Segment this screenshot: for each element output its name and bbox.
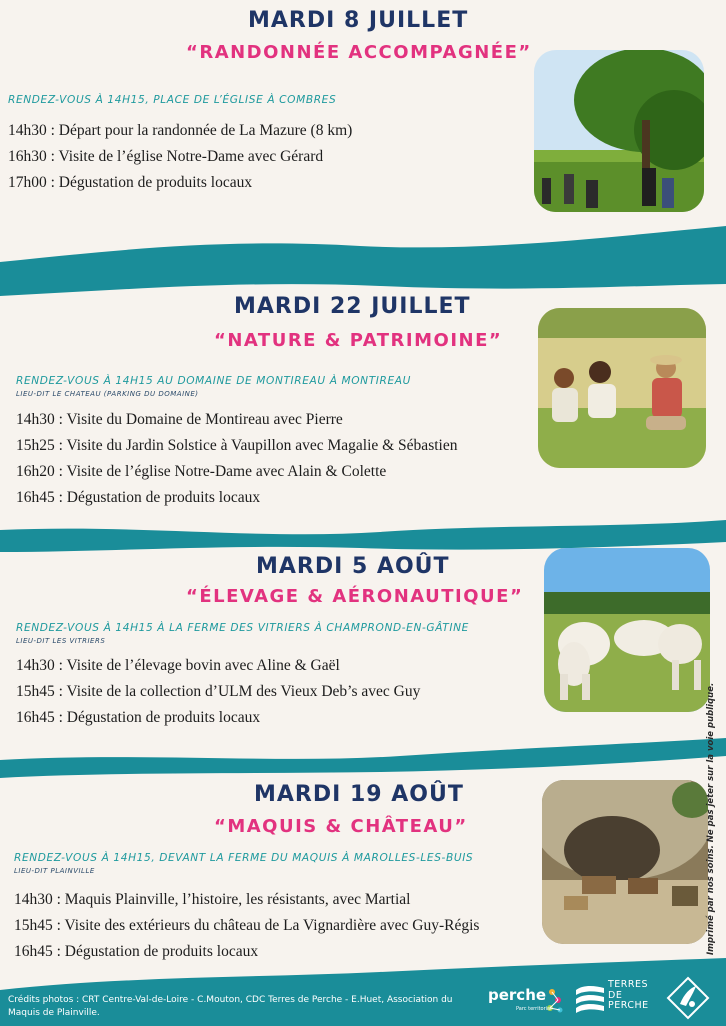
program-item: 16h45 : Dégustation de produits locaux [16, 489, 261, 506]
perche-logo-icon [486, 984, 566, 1018]
meeting-point-detail: LIEU-DIT PLAINVILLE [14, 867, 95, 875]
meeting-point: RENDEZ-VOUS À 14H15 AU DOMAINE DE MONTIREAU À MONTIREAU [16, 375, 411, 387]
event-title: “NATURE & PATRIMOINE” [214, 330, 503, 351]
event-photo-cattle [544, 548, 710, 712]
terres-logo-line1: TERRES [608, 979, 649, 990]
program-item: 15h45 : Visite des extérieurs du château de La Vignardière avec Guy-Régis [14, 917, 480, 934]
event-title: “ÉLEVAGE & AÉRONAUTIQUE” [186, 586, 524, 607]
event-program [8, 118, 352, 196]
program-item: 17h00 : Dégustation de produits locaux [8, 174, 253, 191]
meeting-point: RENDEZ-VOUS À 14H15 À LA FERME DES VITRIERS À CHAMPROND-EN-GÂTINE [16, 622, 469, 634]
meeting-point: RENDEZ-VOUS À 14H15, DEVANT LA FERME DU MAQUIS À MAROLLES-LES-BUIS [14, 852, 474, 864]
perche-logo-subtext: Parc territorial [516, 1006, 552, 1012]
meeting-point: RENDEZ-VOUS À 14H15, PLACE DE L’ÉGLISE À COMBRES [8, 94, 337, 106]
event-program [16, 407, 457, 511]
meeting-point-detail: LIEU-DIT LES VITRIERS [16, 637, 106, 645]
event-photo-nature [538, 308, 706, 468]
program-item: 16h45 : Dégustation de produits locaux [14, 943, 259, 960]
event-date: MARDI 5 AOÛT [256, 554, 450, 579]
print-notice: Imprimé par nos soins. Ne pas jeter sur la voie publique. [706, 682, 716, 955]
perche-logo-text: perche [488, 986, 547, 1004]
program-item: 14h30 : Visite du Domaine de Montireau avec Pierre [16, 411, 343, 428]
event-date: MARDI 22 JUILLET [234, 294, 471, 319]
event-title: “MAQUIS & CHÂTEAU” [214, 816, 468, 837]
photo-credits: Crédits photos : CRT Centre-Val-de-Loire - C.Mouton, CDC Terres de Perche - E.Huet, Association du Maquis de Plainville. [8, 995, 453, 1018]
program-item: 14h30 : Maquis Plainville, l’histoire, les résistants, avec Martial [14, 891, 411, 908]
event-program [16, 653, 420, 731]
program-item: 15h25 : Visite du Jardin Solstice à Vaupillon avec Magalie & Sébastien [16, 437, 458, 454]
event-photo-hike [534, 50, 704, 212]
region-logo-icon [666, 976, 710, 1020]
program-item: 16h20 : Visite de l’église Notre-Dame avec Alain & Colette [16, 463, 387, 480]
program-item: 16h45 : Dégustation de produits locaux [16, 709, 261, 726]
terres-logo-line3: PERCHE [608, 1000, 649, 1011]
event-date: MARDI 19 AOÛT [254, 782, 464, 807]
program-item: 14h30 : Visite de l’élevage bovin avec Aline & Gaël [16, 657, 340, 674]
event-date: MARDI 8 JUILLET [248, 8, 469, 33]
event-title: “RANDONNÉE ACCOMPAGNÉE” [186, 42, 532, 63]
program-item: 14h30 : Départ pour la randonnée de La Mazure (8 km) [8, 122, 353, 139]
meeting-point-detail: LIEU-DIT LE CHATEAU (PARKING DU DOMAINE) [16, 390, 199, 398]
terres-logo-line2: DE [608, 989, 623, 1001]
program-item: 15h45 : Visite de la collection d’ULM des Vieux Deb’s avec Guy [16, 683, 421, 700]
program-item: 16h30 : Visite de l’église Notre-Dame avec Gérard [8, 148, 324, 165]
terres-de-perche-logo-icon [574, 978, 658, 1022]
event-photo-maquis [542, 780, 708, 944]
event-program [14, 887, 479, 965]
